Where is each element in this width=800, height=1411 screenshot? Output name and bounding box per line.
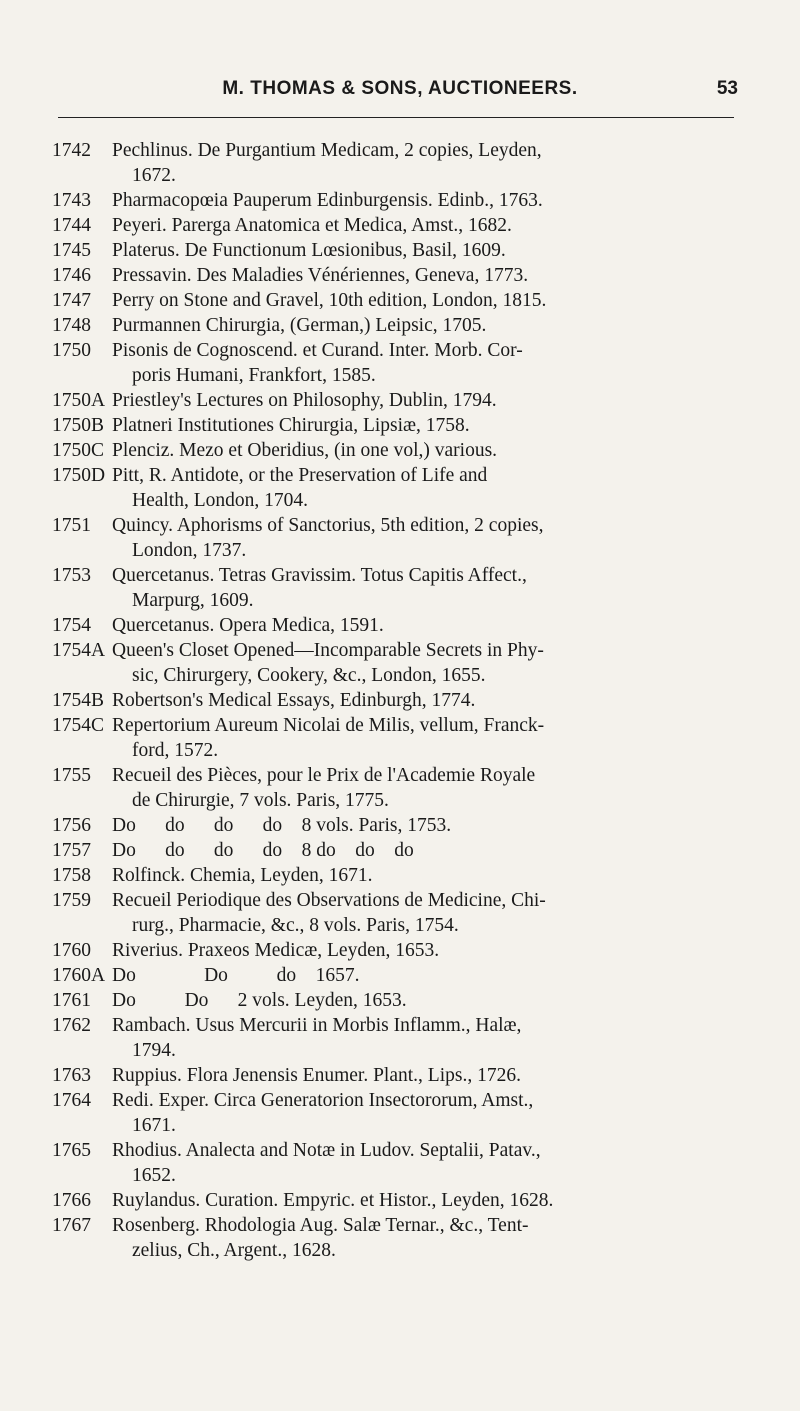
lot-description-continuation: Marpurg, 1609. (132, 590, 254, 611)
lot-description-line: Peyeri. Parerga Anatomica et Medica, Amst., 1682. (112, 215, 512, 236)
lot-entry (52, 1088, 732, 1138)
lot-description (112, 688, 732, 713)
lot-description-continuation: 1794. (132, 1040, 176, 1061)
lot-entry (52, 288, 732, 313)
lot-entry (52, 513, 732, 563)
lot-entry (52, 863, 732, 888)
lot-description-continuation: 1652. (132, 1165, 176, 1186)
lot-description (112, 638, 732, 688)
lot-description (112, 1063, 732, 1088)
lot-description (112, 838, 732, 863)
lot-description (112, 713, 732, 763)
lot-description (112, 763, 732, 813)
lot-entry (52, 563, 732, 613)
lot-entry (52, 938, 732, 963)
lot-entry (52, 713, 732, 763)
lot-description-line: Do do do do 8 vols. Paris, 1753. (112, 815, 452, 836)
lot-description-line: Ruylandus. Curation. Empyric. et Histor., Leyden, 1628. (112, 1190, 554, 1211)
lot-description-line: Rolfinck. Chemia, Leyden, 1671. (112, 865, 373, 886)
lot-description-line: Do Do do 1657. (112, 965, 360, 986)
lot-description (112, 438, 732, 463)
lot-entry (52, 988, 732, 1013)
lot-description-continuation: Health, London, 1704. (132, 490, 309, 511)
lot-description-line: Redi. Exper. Circa Generatorion Insectororum, Amst., (112, 1090, 534, 1111)
lot-description-line: Pitt, R. Antidote, or the Preservation of Life and (112, 465, 488, 486)
lot-number: 1750D (52, 465, 106, 486)
lot-description-continuation: 1671. (132, 1115, 176, 1136)
lot-description-line: Quincy. Aphorisms of Sanctorius, 5th edition, 2 copies, (112, 515, 544, 536)
lot-description-line: Rosenberg. Rhodologia Aug. Salæ Ternar., &c., Tent- (112, 1215, 529, 1236)
lot-description (112, 238, 732, 263)
lot-entry (52, 388, 732, 413)
lot-entry (52, 688, 732, 713)
lot-description (112, 463, 732, 513)
lot-number: 1745 (52, 240, 91, 261)
lot-description (112, 1013, 732, 1063)
lot-description-continuation: poris Humani, Frankfort, 1585. (132, 365, 376, 386)
lot-description (112, 1188, 732, 1213)
lot-description (112, 188, 732, 213)
lot-entry (52, 213, 732, 238)
lot-entry (52, 838, 732, 863)
lot-description-continuation: zelius, Ch., Argent., 1628. (132, 1240, 336, 1261)
lot-description-line: Pisonis de Cognoscend. et Curand. Inter. Morb. Cor- (112, 340, 523, 361)
lot-description (112, 338, 732, 388)
lot-entry (52, 888, 732, 938)
lot-entry (52, 1213, 732, 1263)
lot-description-continuation: de Chirurgie, 7 vols. Paris, 1775. (132, 790, 389, 811)
lot-description (112, 313, 732, 338)
lot-description-continuation: 1672. (132, 165, 176, 186)
lot-number: 1766 (52, 1190, 91, 1211)
lot-number: 1765 (52, 1140, 91, 1161)
lot-description (112, 938, 732, 963)
lot-description (112, 138, 732, 188)
lot-number: 1764 (52, 1090, 91, 1111)
lot-number: 1754 (52, 615, 91, 636)
page-header (0, 78, 800, 108)
lot-number: 1748 (52, 315, 91, 336)
lot-entry (52, 813, 732, 838)
lot-description-line: Pharmacopœia Pauperum Edinburgensis. Edinb., 1763. (112, 190, 543, 211)
lot-description-line: Riverius. Praxeos Medicæ, Leyden, 1653. (112, 940, 440, 961)
lot-number: 1750A (52, 390, 106, 411)
header-rule (58, 117, 734, 118)
lot-description (112, 413, 732, 438)
lot-number: 1758 (52, 865, 91, 886)
lot-description (112, 1213, 732, 1263)
running-head: M. THOMAS & SONS, AUCTIONEERS. (222, 78, 578, 99)
lot-entry (52, 338, 732, 388)
lot-description (112, 263, 732, 288)
lot-description-line: Priestley's Lectures on Philosophy, Dublin, 1794. (112, 390, 497, 411)
lot-number: 1756 (52, 815, 91, 836)
lot-entry (52, 638, 732, 688)
lot-number: 1760 (52, 940, 91, 961)
lot-description-line: Quercetanus. Opera Medica, 1591. (112, 615, 384, 636)
lot-description-line: Pechlinus. De Purgantium Medicam, 2 copies, Leyden, (112, 140, 542, 161)
lot-description (112, 563, 732, 613)
lot-number: 1751 (52, 515, 91, 536)
lot-number: 1750 (52, 340, 91, 361)
lot-description (112, 288, 732, 313)
lot-description-line: Purmannen Chirurgia, (German,) Leipsic, 1705. (112, 315, 487, 336)
lot-description-line: Robertson's Medical Essays, Edinburgh, 1774. (112, 690, 476, 711)
lot-description (112, 863, 732, 888)
lot-description (112, 888, 732, 938)
lot-description-continuation: ford, 1572. (132, 740, 219, 761)
lot-number: 1753 (52, 565, 91, 586)
lot-description (112, 813, 732, 838)
lot-number: 1747 (52, 290, 91, 311)
lot-number: 1754A (52, 640, 106, 661)
lot-entry (52, 763, 732, 813)
lot-description-line: Recueil Periodique des Observations de Medicine, Chi- (112, 890, 546, 911)
lot-description-line: Quercetanus. Tetras Gravissim. Totus Capitis Affect., (112, 565, 527, 586)
lot-number: 1746 (52, 265, 91, 286)
lot-number: 1742 (52, 140, 91, 161)
lot-entry (52, 1188, 732, 1213)
lot-description (112, 388, 732, 413)
lot-entry (52, 463, 732, 513)
lot-entry (52, 238, 732, 263)
lot-number: 1744 (52, 215, 91, 236)
lot-entry (52, 1138, 732, 1188)
lot-entry (52, 313, 732, 338)
lot-list (52, 138, 732, 1263)
lot-description-continuation: London, 1737. (132, 540, 247, 561)
lot-number: 1762 (52, 1015, 91, 1036)
lot-number: 1755 (52, 765, 91, 786)
lot-description-line: Platneri Institutiones Chirurgia, Lipsiæ, 1758. (112, 415, 470, 436)
lot-number: 1750B (52, 415, 105, 436)
lot-number: 1754B (52, 690, 105, 711)
lot-description (112, 213, 732, 238)
lot-description-line: Plenciz. Mezo et Oberidius, (in one vol,) various. (112, 440, 498, 461)
lot-entry (52, 188, 732, 213)
lot-description-continuation: rurg., Pharmacie, &c., 8 vols. Paris, 1754. (132, 915, 459, 936)
lot-description-line: Recueil des Pièces, pour le Prix de l'Academie Royale (112, 765, 536, 786)
lot-number: 1760A (52, 965, 106, 986)
page-number: 53 (716, 78, 738, 99)
lot-number: 1754C (52, 715, 105, 736)
lot-number: 1750C (52, 440, 105, 461)
lot-description-line: Platerus. De Functionum Lœsionibus, Basil, 1609. (112, 240, 506, 261)
lot-entry (52, 413, 732, 438)
lot-description (112, 513, 732, 563)
lot-entry (52, 963, 732, 988)
lot-description (112, 1138, 732, 1188)
lot-entry (52, 1063, 732, 1088)
lot-description-line: Ruppius. Flora Jenensis Enumer. Plant., Lips., 1726. (112, 1065, 521, 1086)
lot-description (112, 613, 732, 638)
lot-number: 1757 (52, 840, 91, 861)
lot-entry (52, 613, 732, 638)
lot-description-line: Perry on Stone and Gravel, 10th edition, London, 1815. (112, 290, 547, 311)
lot-description-line: Queen's Closet Opened—Incomparable Secrets in Phy- (112, 640, 544, 661)
lot-description-line: Rambach. Usus Mercurii in Morbis Inflamm., Halæ, (112, 1015, 522, 1036)
lot-description (112, 988, 732, 1013)
lot-entry (52, 1013, 732, 1063)
lot-number: 1761 (52, 990, 91, 1011)
lot-number: 1743 (52, 190, 91, 211)
lot-description-line: Do Do 2 vols. Leyden, 1653. (112, 990, 407, 1011)
lot-entry (52, 438, 732, 463)
lot-number: 1763 (52, 1065, 91, 1086)
lot-description-line: Repertorium Aureum Nicolai de Milis, vellum, Franck- (112, 715, 545, 736)
lot-number: 1759 (52, 890, 91, 911)
lot-description-line: Pressavin. Des Maladies Vénériennes, Geneva, 1773. (112, 265, 529, 286)
lot-description-continuation: sic, Chirurgery, Cookery, &c., London, 1655. (132, 665, 486, 686)
lot-description (112, 1088, 732, 1138)
lot-number: 1767 (52, 1215, 91, 1236)
lot-entry (52, 138, 732, 188)
lot-description-line: Do do do do 8 do do do (112, 840, 414, 861)
lot-description-line: Rhodius. Analecta and Notæ in Ludov. Septalii, Patav., (112, 1140, 541, 1161)
lot-description (112, 963, 732, 988)
lot-entry (52, 263, 732, 288)
